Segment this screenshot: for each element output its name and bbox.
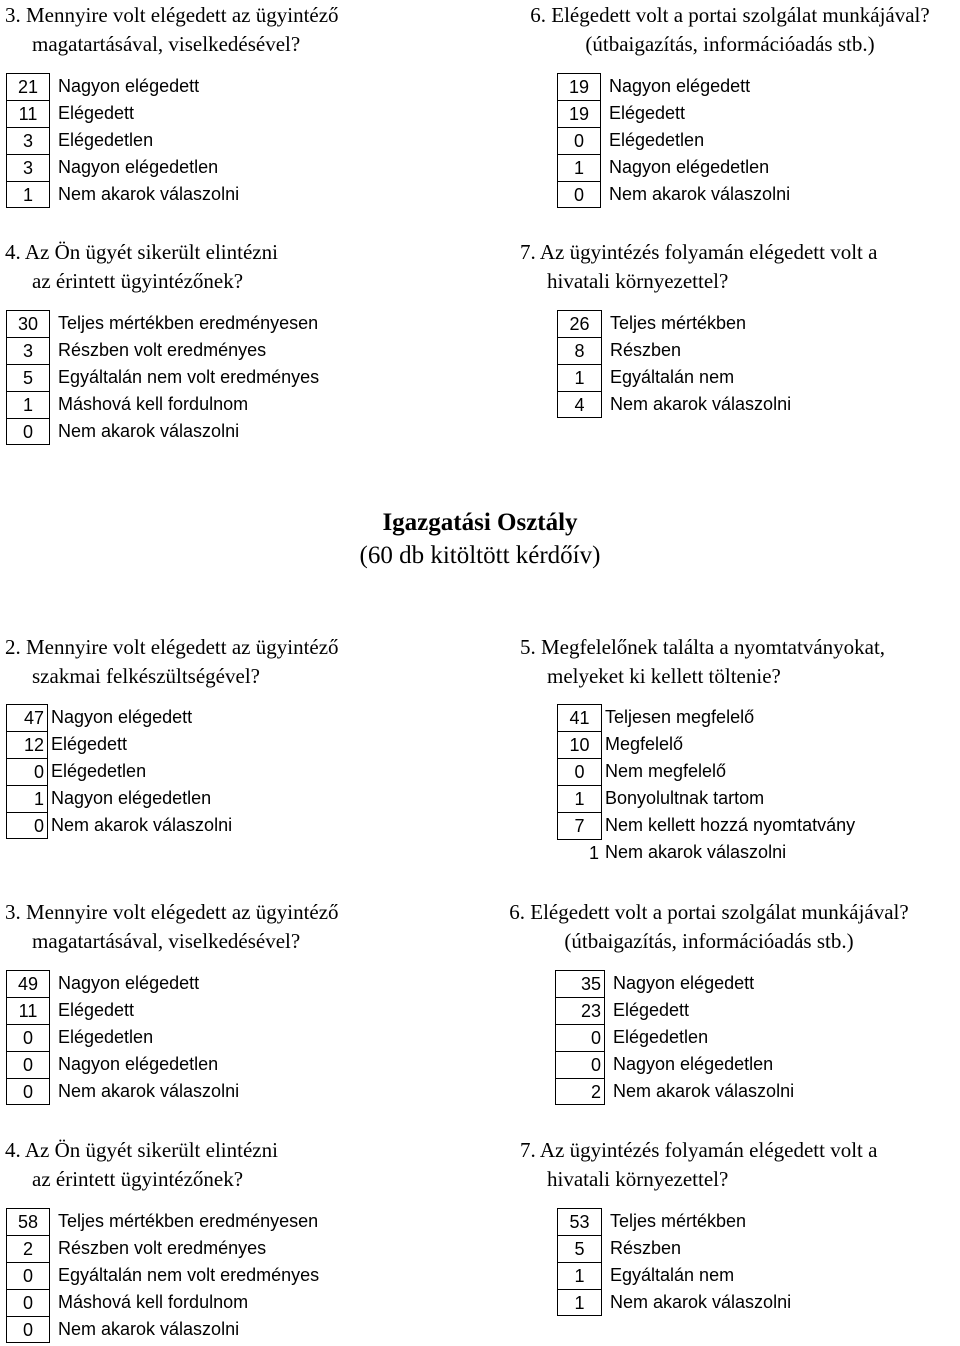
answer-count: 11 [6, 997, 50, 1024]
answer-count: 4 [557, 391, 602, 418]
answer-label: Részben [610, 1238, 682, 1258]
answer-label: Nagyon elégedetlen [58, 1054, 219, 1074]
question-bottom-q5 [520, 633, 885, 691]
question-top-q4 [5, 238, 278, 296]
answer-label: Egyáltalán nem [610, 1265, 735, 1285]
answer-row [6, 812, 232, 839]
answer-label: Teljes mértékben [610, 1211, 747, 1231]
answer-count: 0 [6, 758, 48, 785]
answer-label: Nem akarok válaszolni [609, 184, 791, 204]
answer-count: 19 [557, 100, 601, 127]
answer-row [6, 181, 239, 208]
answer-label: Nagyon elégedetlen [58, 157, 219, 177]
question-line-2: az érintett ügyintézőnek? [32, 269, 244, 293]
answer-row [6, 1078, 239, 1105]
answer-count: 35 [555, 970, 605, 997]
question-bottom-q4 [5, 1136, 278, 1194]
question-line-1: 7. Az ügyintézés folyamán elégedett volt a [520, 1138, 878, 1162]
answer-label: Nem akarok válaszolni [610, 394, 792, 414]
answer-label: Nagyon elégedetlen [51, 788, 212, 808]
section-subtitle: (60 db kitöltött kérdőív) [359, 542, 601, 569]
answer-count: 12 [6, 731, 48, 758]
answer-table-bottom-q5 [557, 704, 855, 866]
answer-row [555, 970, 794, 997]
answer-row [557, 1208, 791, 1235]
answer-row [6, 758, 232, 785]
answer-row [6, 127, 239, 154]
answer-row [555, 1051, 794, 1078]
question-line-1: 6. Elégedett volt a portai szolgálat munkájával? [509, 900, 909, 924]
answer-row [557, 154, 790, 181]
answer-row [6, 1051, 239, 1078]
answer-table-bottom-q4 [6, 1208, 319, 1343]
answer-row [555, 1078, 794, 1105]
answer-label: Nem akarok válaszolni [58, 421, 240, 441]
answer-label: Elégedett [609, 103, 686, 123]
answer-label: Teljes mértékben [610, 313, 747, 333]
answer-count: 0 [6, 1024, 50, 1051]
answer-row [557, 812, 855, 839]
question-line-1: 3. Mennyire volt elégedett az ügyintéző [5, 3, 339, 27]
answer-row [6, 154, 239, 181]
question-bottom-q6 [458, 898, 960, 956]
answer-row [557, 310, 791, 337]
answer-count: 1 [557, 1289, 602, 1316]
answer-label: Elégedetlen [58, 130, 154, 150]
answer-count: 0 [6, 1051, 50, 1078]
answer-label: Elégedetlen [51, 761, 147, 781]
answer-row [6, 704, 232, 731]
answer-row [555, 997, 794, 1024]
answer-label: Egyáltalán nem [610, 367, 735, 387]
question-line-2: (útbaigazítás, információadás stb.) [564, 929, 854, 953]
answer-label: Bonyolultnak tartom [605, 788, 765, 808]
answer-label: Egyáltalán nem volt eredményes [58, 367, 320, 387]
answer-table-top-q3 [6, 73, 239, 208]
answer-row [557, 758, 855, 785]
answer-label: Nagyon elégedetlen [613, 1054, 774, 1074]
answer-label: Nem akarok válaszolni [51, 815, 233, 835]
answer-count: 1 [557, 364, 602, 391]
answer-row [6, 1316, 319, 1343]
question-top-q3 [5, 1, 339, 59]
answer-count: 2 [6, 1235, 50, 1262]
answer-label: Nem akarok válaszolni [605, 842, 787, 862]
answer-label: Egyáltalán nem volt eredményes [58, 1265, 320, 1285]
question-bottom-q7 [520, 1136, 877, 1194]
answer-count: 26 [557, 310, 602, 337]
answer-label: Nem megfelelő [605, 761, 727, 781]
question-bottom-q2 [5, 633, 339, 691]
answer-count: 41 [557, 704, 602, 731]
answer-table-top-q4 [6, 310, 319, 445]
answer-count: 3 [6, 154, 50, 181]
answer-count: 1 [557, 785, 602, 812]
answer-count: 0 [6, 812, 48, 839]
answer-row [6, 1289, 319, 1316]
answer-row [6, 1024, 239, 1051]
question-line-1: 3. Mennyire volt elégedett az ügyintéző [5, 900, 339, 924]
answer-row [557, 391, 791, 418]
answer-table-bottom-q3 [6, 970, 239, 1105]
answer-row [6, 785, 232, 812]
answer-row [557, 337, 791, 364]
answer-label: Nagyon elégedett [58, 973, 200, 993]
answer-label: Máshová kell fordulnom [58, 1292, 249, 1312]
answer-count: 1 [557, 1262, 602, 1289]
answer-row [557, 181, 790, 208]
answer-row [6, 391, 319, 418]
answer-count: 21 [6, 73, 50, 100]
answer-count: 7 [557, 812, 602, 839]
answer-label: Elégedett [51, 734, 128, 754]
answer-label: Elégedetlen [58, 1027, 154, 1047]
answer-row [6, 731, 232, 758]
answer-row [557, 127, 790, 154]
answer-label: Máshová kell fordulnom [58, 394, 249, 414]
section-title: Igazgatási Osztály [382, 509, 578, 536]
question-line-1: 2. Mennyire volt elégedett az ügyintéző [5, 635, 339, 659]
question-top-q7 [520, 238, 877, 296]
answer-count: 0 [6, 418, 50, 445]
answer-count: 58 [6, 1208, 50, 1235]
answer-count: 47 [6, 704, 48, 731]
answer-label: Nem akarok válaszolni [613, 1081, 795, 1101]
answer-row [6, 1262, 319, 1289]
answer-count: 0 [557, 758, 602, 785]
answer-row [557, 785, 855, 812]
answer-count: 19 [557, 73, 601, 100]
answer-row [6, 997, 239, 1024]
answer-label: Nem akarok válaszolni [58, 1081, 240, 1101]
question-line-2: hivatali környezettel? [547, 269, 729, 293]
answer-row [557, 1289, 791, 1316]
answer-label: Nagyon elégedett [609, 76, 751, 96]
answer-row [6, 337, 319, 364]
answer-table-bottom-q7 [557, 1208, 791, 1316]
question-line-2: (útbaigazítás, információadás stb.) [585, 32, 875, 56]
answer-row [6, 364, 319, 391]
answer-count: 30 [6, 310, 50, 337]
answer-label: Nagyon elégedetlen [609, 157, 770, 177]
answer-label: Nem kellett hozzá nyomtatvány [605, 815, 856, 835]
answer-label: Megfelelő [605, 734, 684, 754]
answer-label: Nem akarok válaszolni [610, 1292, 792, 1312]
answer-row [557, 100, 790, 127]
answer-count: 23 [555, 997, 605, 1024]
answer-count: 0 [555, 1024, 605, 1051]
answer-count: 5 [557, 1235, 602, 1262]
answer-count: 1 [6, 785, 48, 812]
answer-label: Nem akarok válaszolni [58, 1319, 240, 1339]
question-line-1: 7. Az ügyintézés folyamán elégedett volt a [520, 240, 878, 264]
answer-row [557, 1235, 791, 1262]
answer-count: 11 [6, 100, 50, 127]
answer-row [557, 704, 855, 731]
answer-count: 53 [557, 1208, 602, 1235]
answer-row [557, 839, 855, 866]
answer-count: 49 [6, 970, 50, 997]
answer-label: Részben volt eredményes [58, 340, 267, 360]
question-line-2: melyeket ki kellett töltenie? [547, 664, 781, 688]
answer-count: 1 [557, 839, 602, 866]
answer-label: Elégedetlen [613, 1027, 709, 1047]
answer-row [6, 1208, 319, 1235]
answer-label: Teljes mértékben eredményesen [58, 1211, 319, 1231]
answer-label: Elégedett [58, 1000, 135, 1020]
answer-count: 5 [6, 364, 50, 391]
answer-row [6, 1235, 319, 1262]
answer-label: Nagyon elégedett [58, 76, 200, 96]
answer-row [557, 364, 791, 391]
question-line-2: hivatali környezettel? [547, 1167, 729, 1191]
answer-count: 2 [555, 1078, 605, 1105]
answer-row [6, 73, 239, 100]
answer-count: 1 [6, 391, 50, 418]
question-line-2: szakmai felkészültségével? [32, 664, 260, 688]
answer-row [557, 731, 855, 758]
question-line-1: 6. Elégedett volt a portai szolgálat munkájával? [530, 3, 930, 27]
answer-count: 3 [6, 337, 50, 364]
question-line-2: magatartásával, viselkedésével? [32, 929, 301, 953]
answer-row [6, 100, 239, 127]
answer-label: Elégedett [613, 1000, 690, 1020]
section-heading [0, 506, 960, 572]
answer-label: Nagyon elégedett [51, 707, 193, 727]
question-line-1: 4. Az Ön ügyét sikerült elintézni [5, 240, 278, 264]
answer-count: 3 [6, 127, 50, 154]
question-line-1: 5. Megfelelőnek találta a nyomtatványokat, [520, 635, 886, 659]
answer-label: Elégedett [58, 103, 135, 123]
answer-table-top-q6 [557, 73, 790, 208]
answer-count: 0 [557, 127, 601, 154]
answer-count: 1 [6, 181, 50, 208]
answer-label: Részben [610, 340, 682, 360]
answer-row [6, 418, 319, 445]
answer-count: 0 [6, 1262, 50, 1289]
question-line-2: magatartásával, viselkedésével? [32, 32, 301, 56]
question-top-q6 [500, 1, 960, 59]
answer-count: 0 [557, 181, 601, 208]
question-line-1: 4. Az Ön ügyét sikerült elintézni [5, 1138, 278, 1162]
question-bottom-q3 [5, 898, 339, 956]
answer-row [555, 1024, 794, 1051]
answer-label: Teljes mértékben eredményesen [58, 313, 319, 333]
answer-count: 10 [557, 731, 602, 758]
answer-table-bottom-q6 [555, 970, 794, 1105]
answer-count: 0 [555, 1051, 605, 1078]
answer-count: 0 [6, 1078, 50, 1105]
question-line-2: az érintett ügyintézőnek? [32, 1167, 244, 1191]
answer-row [557, 73, 790, 100]
answer-table-bottom-q2 [6, 704, 232, 839]
answer-count: 8 [557, 337, 602, 364]
answer-row [6, 310, 319, 337]
answer-count: 0 [6, 1316, 50, 1343]
answer-count: 1 [557, 154, 601, 181]
answer-label: Nagyon elégedett [613, 973, 755, 993]
answer-label: Elégedetlen [609, 130, 705, 150]
answer-row [6, 970, 239, 997]
answer-table-top-q7 [557, 310, 791, 418]
answer-label: Teljesen megfelelő [605, 707, 755, 727]
answer-count: 0 [6, 1289, 50, 1316]
answer-label: Részben volt eredményes [58, 1238, 267, 1258]
answer-row [557, 1262, 791, 1289]
answer-label: Nem akarok válaszolni [58, 184, 240, 204]
